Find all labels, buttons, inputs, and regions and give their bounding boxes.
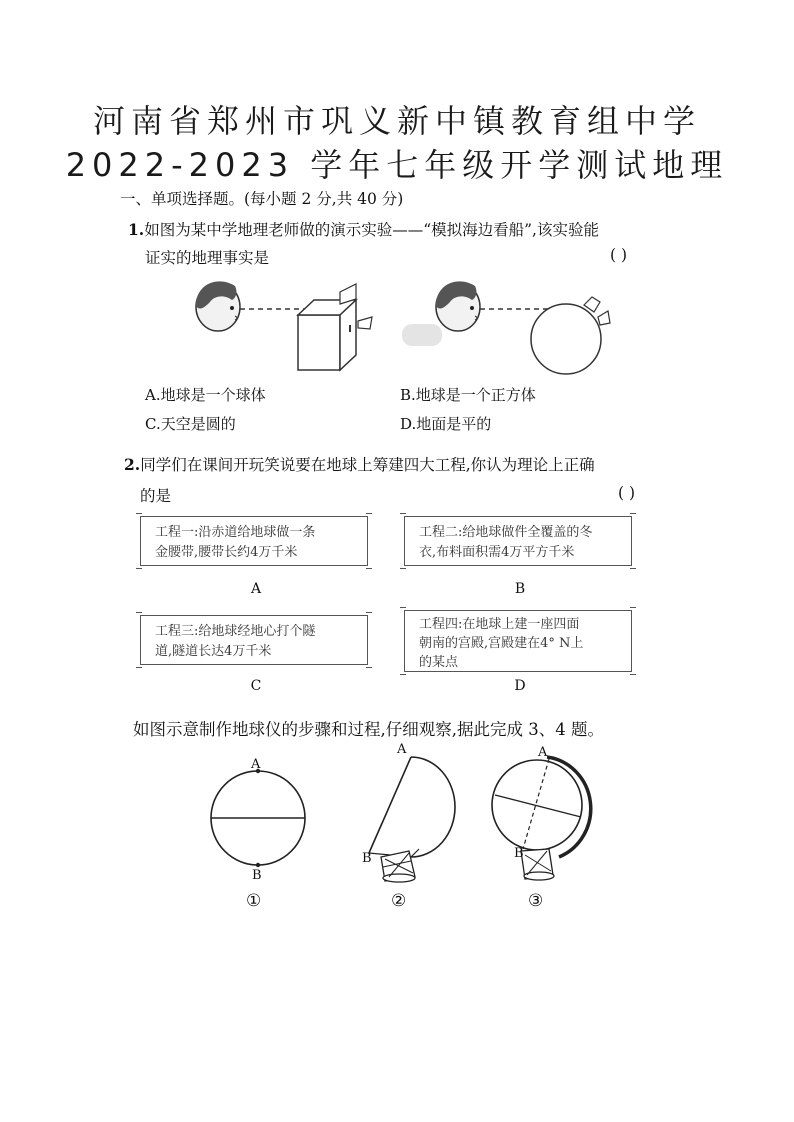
fig1-caption: ① [246,891,262,911]
right-head-icon [436,281,480,331]
q2-caption-a: A [250,581,262,597]
q2-card-a-line2: 金腰带,腰带长约4万千米 [155,545,298,560]
q2-card-c-line2: 道,隧道长达4万千米 [155,644,272,659]
q2-caption-d: D [514,678,526,694]
q2-caption-b: B [514,581,526,597]
q2-card-b-line2: 衣,布料面积需4万平方千米 [419,545,575,560]
q2-answer-paren: ( ) [618,484,636,502]
globe-stand-icon [521,849,554,880]
left-head-icon [196,281,240,331]
q1-option-b: B.地球是一个正方体 [400,386,536,404]
q2-card-a-line1: 工程一:沿赤道给地球做一条 [155,525,316,540]
q2-card-d-line2: 朝南的宫殿,宫殿建在4° N上 [419,636,584,651]
page-title-line2: 2022-2023 学年七年级开学测试地理 [65,146,729,184]
q2-number: 2. [124,455,141,474]
q2-card-d-line1: 工程四:在地球上建一座四面 [419,617,580,632]
q2-card-d-line3: 的某点 [419,655,459,670]
q2-card-d [404,610,632,672]
fig3-label-b: B [514,846,524,861]
q2-card-b-line1: 工程二:给地球做件全覆盖的冬 [419,525,593,540]
q1-answer-paren: ( ) [610,246,628,264]
q1-option-d: D.地面是平的 [400,415,492,433]
globe-figure-3 [487,745,597,895]
q1-number: 1. [128,220,145,239]
q1-text-line2: 证实的地理事实是 [145,249,270,267]
q2-stem-line1 [124,453,595,475]
fig3-caption: ③ [528,891,544,911]
q2-card-a [140,516,368,566]
q2-card-c-line1: 工程三:给地球经地心打个隧 [155,624,316,639]
q1-text-line1: 如图为某中学地理老师做的演示实验——“模拟海边看船”,该实验能 [144,221,599,239]
cube-icon [298,284,372,370]
ball-icon [531,297,610,374]
q2-card-c [140,615,368,665]
q1-option-a: A.地球是一个球体 [145,386,266,404]
globe-figure-2 [355,745,455,895]
fig2-label-a: A [397,742,407,757]
q2-text-line2: 的是 [140,487,172,505]
page-title-line1: 河南省郑州市巩义新中镇教育组中学 [92,102,701,140]
fig2-caption: ② [391,891,407,911]
q34-intro: 如图示意制作地球仪的步骤和过程,仔细观察,据此完成 3、4 题。 [133,720,604,739]
fig1-label-b: B [252,868,262,883]
q2-text-line1: 同学们在课间开玩笑说要在地球上筹建四大工程,你认为理论上正确 [140,456,595,474]
q2-card-b [404,516,632,566]
globe-stand-icon [381,851,415,882]
q1-illustration [180,272,620,382]
fig3-label-a: A [538,745,548,760]
fig1-label-a: A [251,757,261,772]
q1-option-c: C.天空是圆的 [145,415,236,433]
fig2-label-b: B [362,851,372,866]
q1-stem-line1 [128,218,599,240]
section-heading: 一、单项选择题。(每小题 2 分,共 40 分) [120,190,404,208]
q2-caption-c: C [250,678,262,694]
